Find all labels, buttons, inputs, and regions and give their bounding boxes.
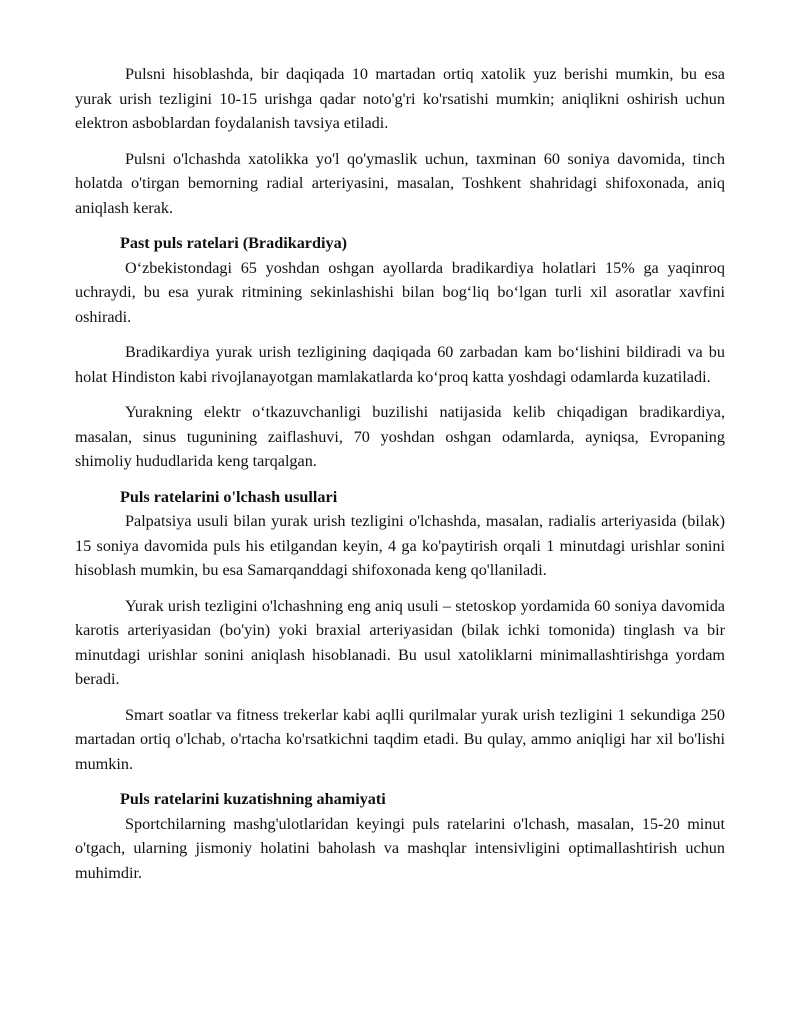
heading-monitoring-importance: Puls ratelarini kuzatishning ahamiyati xyxy=(120,790,386,808)
paragraph-pulse-counting-errors: Pulsni hisoblashda, bir daqiqada 10 martadan ortiq xatolik yuz berishi mumkin, bu esa yurak urish tezligini 10-15 urishga qadar noto'g'ri ko'rsatishi mumkin; aniqlikni oshirish uchun elektron asboblardan foydalanish tavsiya etiladi. xyxy=(75,65,725,132)
document-page xyxy=(75,62,725,885)
heading-bradycardia: Past puls ratelari (Bradikardiya) xyxy=(120,234,348,252)
paragraph-bradycardia-uzbekistan: O‘zbekistondagi 65 yoshdan oshgan ayollarda bradikardiya holatlari 15% ga yaqinroq uchraydi, bu esa yurak ritmining sekinlashishi bilan bog‘liq bo‘lgan turli xil asoratlar xavfini oshiradi. xyxy=(75,258,725,326)
heading-measurement-methods: Puls ratelarini o'lchash usullari xyxy=(120,487,338,506)
paragraph-pulse-measurement-accuracy: Pulsni o'lchashda xatolikka yo'l qo'ymaslik uchun, taxminan 60 soniya davomida, tinch holatda o'tirgan bemorning radial arteriyasini, masalan, Toshkent shahridagi shifoxonada, aniq aniqlash kerak. xyxy=(75,149,725,217)
paragraph-stethoscope-method: Yurak urish tezligini o'lchashning eng aniq usuli – stetoskop yordamida 60 soniya davomida karotis arteriyasidan (bo'yin) yoki braxial arteriyasidan (bilak ichki tomonida) tinglash va bir minutdagi urishlar sonini aniqlash hisoblanadi. Bu usul xatoliklarni minimallashtirishga yordam beradi. xyxy=(75,596,725,688)
paragraph-palpation-method: Palpatsiya usuli bilan yurak urish tezligini o'lchashda, masalan, radialis arteriyasida (bilak) 15 soniya davomida puls his etilgandan keyin, 4 ga ko'paytirish orqali 1 minutdagi urishlar sonini hisoblash mumkin, bu esa Samarqanddagi shifoxonada keng qo'llaniladi. xyxy=(75,512,725,579)
paragraph-athlete-monitoring: Sportchilarning mashg'ulotlaridan keyingi puls ratelarini o'lchash, masalan, 15-20 minut o'tgach, ularning jismoniy holatini baholash va mashqlar intensivligini optimallashtirish uchun muhimdir. xyxy=(75,814,725,882)
paragraph-bradycardia-definition: Bradikardiya yurak urish tezligining daqiqada 60 zarbadan kam bo‘lishini bildiradi va bu holat Hindiston kabi rivojlanayotgan mamlakatlarda ko‘proq katta yoshdagi odamlarda kuzatiladi. xyxy=(75,343,725,386)
paragraph-smart-devices: Smart soatlar va fitness trekerlar kabi aqlli qurilmalar yurak urish tezligini 1 sekundiga 250 martadan ortiq o'lchab, o'rtacha ko'rsatkichni taqdim etadi. Bu qulay, ammo aniqligi har xil bo'lishi mumkin. xyxy=(75,705,725,773)
paragraph-bradycardia-conduction: Yurakning elektr o‘tkazuvchanligi buzilishi natijasida kelib chiqadigan bradikardiya, masalan, sinus tugunining zaiflashuvi, 70 yoshdan oshgan odamlarda, ayniqsa, Evropaning shimoliy hududlarida keng tarqalgan. xyxy=(75,403,725,470)
